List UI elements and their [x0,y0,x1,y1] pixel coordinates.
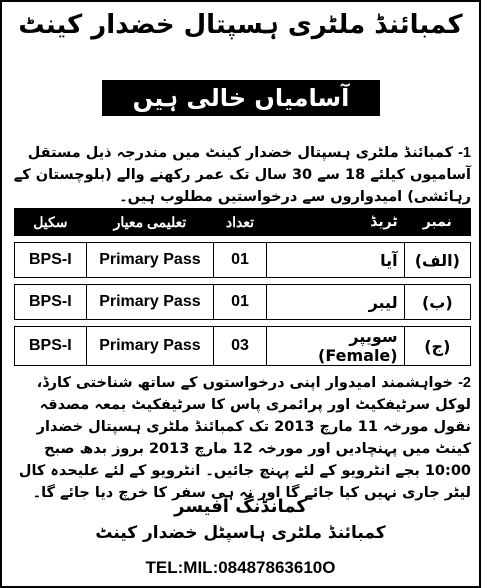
row-number: (ج) [404,327,470,366]
row-trade: لیبر [266,285,404,320]
row-education: Primary Pass [86,285,213,320]
row-education: Primary Pass [86,243,213,278]
row-scale: BPS-I [15,285,87,320]
table-row [15,327,471,366]
paragraph-2-number: 2- [458,375,471,391]
table-row [15,285,471,320]
vacancies-banner: آسامیاں خالی ہیں [102,80,380,116]
row-quantity: 03 [214,327,267,366]
row-education: Primary Pass [86,327,213,366]
row-quantity: 01 [214,285,267,320]
header-education: تعلیمی معیار [86,209,213,236]
row-scale: BPS-I [15,327,87,366]
header-quantity: تعداد [214,209,267,236]
signature-designation: کمانڈنگ آفیسر [174,496,307,517]
paragraph-1-number: 1- [458,145,471,161]
contact-telephone: TEL:MIL:08487863610O [145,558,336,577]
page-title: کمبائنڈ ملٹری ہسپتال خضدار کینٹ [18,10,463,40]
row-number: (ب) [404,285,470,320]
table-header-row [15,209,471,236]
paragraph-1-text: کمبائنڈ ملٹری ہسپتال خضدار کینٹ میں مندرجہ ذیل مستقل آسامیوں کیلئے 18 سے 30 سال تک عمر رکھنے والے (بلوچستان کے رہائشی) امیدواروں سے درخواستیں مطلوب ہیں۔ [13,145,471,205]
header-trade: ٹریڈ [266,209,404,236]
table-row [15,243,471,278]
row-scale: BPS-I [15,243,87,278]
vacancies-table [14,208,471,366]
paragraph-2 [12,372,471,504]
row-quantity: 01 [214,243,267,278]
row-number: (الف) [404,243,470,278]
header-number: نمبر [404,209,470,236]
paragraph-1 [12,142,471,208]
row-trade: سویپر (Female) [266,327,404,366]
row-trade: آیا [266,243,404,278]
signature-office: کمبائنڈ ملٹری ہاسپٹل خضدار کینٹ [95,523,386,543]
paragraph-2-text: خواہشمند امیدوار اپنی درخواستوں کے ساتھ شناختی کارڈ، لوکل سرٹیفکیٹ اور پرائمری پاس کا سرٹیفکیٹ بمعہ مصدقہ نقول مورخہ 11 مارچ 2013 تک کمبائنڈ ملٹری ہسپتال خضدار کینٹ میں پہنچادیں اور مورخہ 12 مارچ 2013 بروز بدھ صبح 10:00 بجے انٹرویو کے لئے پہنچ جائیں۔ انٹرویو کے لئے علیحدہ کال لیٹر جاری نہیں کیا جائے گا اور نہ ہی سفر کا خرچ دیا جائے گا۔ [18,375,471,501]
header-scale: سکیل [15,209,87,236]
